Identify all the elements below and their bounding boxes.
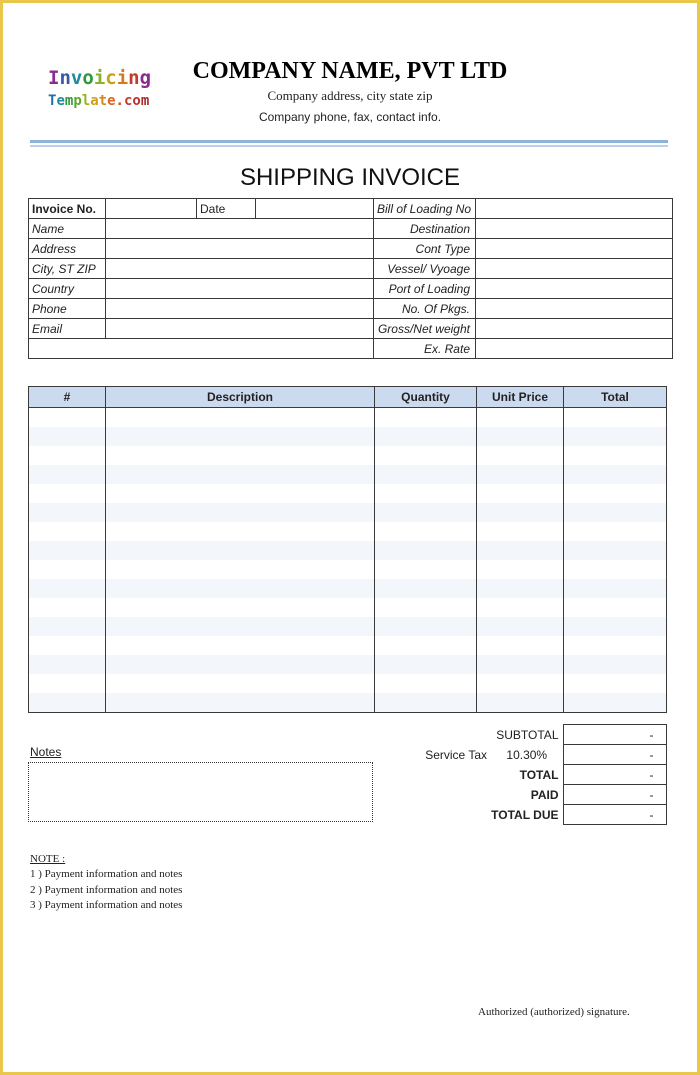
item-quantity-cell[interactable] bbox=[375, 427, 477, 446]
item-quantity-cell[interactable] bbox=[375, 674, 477, 693]
item-total-cell[interactable] bbox=[564, 522, 667, 541]
item-total-cell[interactable] bbox=[564, 408, 667, 428]
item-unit-price-cell[interactable] bbox=[477, 446, 564, 465]
paid-value[interactable]: - bbox=[563, 785, 666, 805]
table-row bbox=[29, 427, 667, 446]
item-description-cell[interactable] bbox=[106, 465, 375, 484]
email-label: Email bbox=[29, 319, 106, 339]
item-description-cell[interactable] bbox=[106, 598, 375, 617]
vessel-voyage-field[interactable] bbox=[476, 259, 673, 279]
logo-letter: c bbox=[123, 93, 133, 109]
notes-label: Notes bbox=[30, 745, 62, 759]
info-row bbox=[29, 259, 673, 279]
city-st-zip-label: City, ST ZIP bbox=[29, 259, 106, 279]
item-number-cell[interactable] bbox=[29, 408, 106, 428]
subtotal-row bbox=[376, 725, 666, 745]
ex-rate-label: Ex. Rate bbox=[374, 339, 476, 359]
item-description-cell[interactable] bbox=[106, 446, 375, 465]
item-total-cell[interactable] bbox=[564, 617, 667, 636]
item-total-cell[interactable] bbox=[564, 655, 667, 674]
item-number-cell[interactable] bbox=[29, 598, 106, 617]
logo-letter: i bbox=[93, 67, 106, 89]
destination-field[interactable] bbox=[476, 219, 673, 239]
item-unit-price-cell[interactable] bbox=[477, 465, 564, 484]
logo-letter: p bbox=[73, 93, 82, 109]
item-description-cell[interactable] bbox=[106, 617, 375, 636]
logo-letter: i bbox=[116, 67, 129, 89]
col-header-description: Description bbox=[106, 387, 375, 408]
logo-letter: c bbox=[105, 67, 117, 89]
item-total-cell[interactable] bbox=[564, 674, 667, 693]
item-total-cell[interactable] bbox=[564, 598, 667, 617]
logo-letter: v bbox=[70, 67, 83, 89]
item-number-cell[interactable] bbox=[29, 636, 106, 655]
item-total-cell[interactable] bbox=[564, 484, 667, 503]
logo-line-2 bbox=[48, 92, 158, 110]
invoice-title: SHIPPING INVOICE bbox=[239, 164, 461, 191]
date-field[interactable] bbox=[256, 199, 374, 219]
logo-letter: m bbox=[64, 93, 74, 109]
item-number-cell[interactable] bbox=[29, 693, 106, 713]
invoice-info-table bbox=[28, 198, 673, 359]
logo-letter: e bbox=[107, 93, 116, 109]
gross-net-weight-field[interactable] bbox=[476, 319, 673, 339]
item-number-cell[interactable] bbox=[29, 579, 106, 598]
logo-letter: l bbox=[81, 93, 91, 109]
item-total-cell[interactable] bbox=[564, 503, 667, 522]
items-body bbox=[29, 408, 667, 713]
service-tax-value: - bbox=[563, 745, 666, 765]
item-description-cell[interactable] bbox=[106, 579, 375, 598]
table-row bbox=[29, 465, 667, 484]
total-due-label: TOTAL DUE bbox=[491, 807, 559, 822]
item-total-cell[interactable] bbox=[564, 465, 667, 484]
paid-row bbox=[376, 785, 666, 805]
item-total-cell[interactable] bbox=[564, 636, 667, 655]
notes-textarea[interactable] bbox=[28, 762, 373, 822]
item-number-cell[interactable] bbox=[29, 522, 106, 541]
address-label: Address bbox=[29, 239, 106, 259]
item-unit-price-cell[interactable] bbox=[477, 560, 564, 579]
total-due-value: - bbox=[563, 805, 666, 825]
item-description-cell[interactable] bbox=[106, 427, 375, 446]
bill-of-loading-label: Bill of Loading No bbox=[374, 199, 476, 219]
logo-letter: n bbox=[59, 67, 71, 89]
company-address: Company address, city state zip bbox=[267, 88, 433, 103]
item-unit-price-cell[interactable] bbox=[477, 503, 564, 522]
item-description-cell[interactable] bbox=[106, 484, 375, 503]
col-header-number: # bbox=[29, 387, 106, 408]
table-row bbox=[29, 617, 667, 636]
item-number-cell[interactable] bbox=[29, 465, 106, 484]
service-tax-label: Service Tax bbox=[425, 747, 487, 762]
gross-net-weight-label: Gross/Net weight bbox=[374, 319, 476, 339]
table-row bbox=[29, 636, 667, 655]
col-header-total: Total bbox=[564, 387, 667, 408]
item-number-cell[interactable] bbox=[29, 560, 106, 579]
total-due-row bbox=[376, 805, 666, 825]
no-of-pkgs-field[interactable] bbox=[476, 299, 673, 319]
table-row bbox=[29, 560, 667, 579]
item-unit-price-cell[interactable] bbox=[477, 579, 564, 598]
totals-table bbox=[376, 724, 667, 825]
country-field[interactable] bbox=[106, 279, 374, 299]
subtotal-value: - bbox=[563, 725, 666, 745]
item-total-cell[interactable] bbox=[564, 541, 667, 560]
bill-of-loading-field[interactable] bbox=[476, 199, 673, 219]
logo-letter: m bbox=[140, 93, 150, 109]
item-unit-price-cell[interactable] bbox=[477, 427, 564, 446]
note-title: NOTE : bbox=[30, 853, 66, 865]
info-row bbox=[29, 199, 673, 219]
total-value: - bbox=[563, 765, 666, 785]
note-item: 1 ) Payment information and notes bbox=[30, 868, 183, 880]
paid-label: PAID bbox=[530, 787, 559, 802]
logo-letter: n bbox=[128, 67, 140, 89]
item-description-cell[interactable] bbox=[106, 408, 375, 428]
note-item: 3 ) Payment information and notes bbox=[30, 899, 183, 911]
table-row bbox=[29, 408, 667, 428]
invoice-no-field[interactable] bbox=[106, 199, 197, 219]
info-row bbox=[29, 339, 673, 359]
service-tax-rate[interactable]: 10.30% bbox=[506, 747, 548, 762]
total-row bbox=[376, 765, 666, 785]
item-number-cell[interactable] bbox=[29, 503, 106, 522]
service-tax-row bbox=[376, 745, 666, 765]
table-row bbox=[29, 693, 667, 713]
logo-letter: I bbox=[48, 67, 60, 89]
item-number-cell[interactable] bbox=[29, 427, 106, 446]
item-quantity-cell[interactable] bbox=[375, 408, 477, 428]
items-header-row bbox=[29, 387, 667, 408]
port-of-loading-label: Port of Loading bbox=[374, 279, 476, 299]
invoicing-template-logo bbox=[48, 66, 158, 110]
logo-letter: o bbox=[132, 93, 141, 109]
phone-field[interactable] bbox=[106, 299, 374, 319]
logo-letter: o bbox=[82, 67, 94, 89]
total-label: TOTAL bbox=[519, 767, 559, 782]
table-row bbox=[29, 674, 667, 693]
item-total-cell[interactable] bbox=[564, 427, 667, 446]
item-number-cell[interactable] bbox=[29, 541, 106, 560]
item-description-cell[interactable] bbox=[106, 541, 375, 560]
item-description-cell[interactable] bbox=[106, 503, 375, 522]
item-quantity-cell[interactable] bbox=[375, 598, 477, 617]
blank-cell bbox=[29, 339, 374, 359]
item-unit-price-cell[interactable] bbox=[477, 408, 564, 428]
item-number-cell[interactable] bbox=[29, 617, 106, 636]
info-row bbox=[29, 299, 673, 319]
item-quantity-cell[interactable] bbox=[375, 541, 477, 560]
phone-label: Phone bbox=[29, 299, 106, 319]
item-total-cell[interactable] bbox=[564, 579, 667, 598]
address-field[interactable] bbox=[106, 239, 374, 259]
table-row bbox=[29, 484, 667, 503]
info-row bbox=[29, 219, 673, 239]
table-row bbox=[29, 503, 667, 522]
table-row bbox=[29, 655, 667, 674]
no-of-pkgs-label: No. Of Pkgs. bbox=[374, 299, 476, 319]
invoice-no-label: Invoice No. bbox=[29, 199, 106, 219]
item-description-cell[interactable] bbox=[106, 636, 375, 655]
logo-letter: . bbox=[115, 93, 124, 109]
item-number-cell[interactable] bbox=[29, 674, 106, 693]
company-name: COMPANY NAME, PVT LTD bbox=[192, 58, 508, 84]
item-number-cell[interactable] bbox=[29, 446, 106, 465]
item-quantity-cell[interactable] bbox=[375, 579, 477, 598]
note-item: 2 ) Payment information and notes bbox=[30, 884, 183, 896]
table-row bbox=[29, 541, 667, 560]
item-unit-price-cell[interactable] bbox=[477, 636, 564, 655]
item-description-cell[interactable] bbox=[106, 522, 375, 541]
header-rule bbox=[30, 140, 668, 143]
item-unit-price-cell[interactable] bbox=[477, 541, 564, 560]
table-row bbox=[29, 446, 667, 465]
item-total-cell[interactable] bbox=[564, 560, 667, 579]
item-description-cell[interactable] bbox=[106, 674, 375, 693]
col-header-quantity: Quantity bbox=[375, 387, 477, 408]
info-row bbox=[29, 279, 673, 299]
item-unit-price-cell[interactable] bbox=[477, 598, 564, 617]
logo-letter: g bbox=[139, 67, 152, 89]
item-description-cell[interactable] bbox=[106, 693, 375, 713]
item-quantity-cell[interactable] bbox=[375, 655, 477, 674]
subtotal-label: SUBTOTAL bbox=[496, 727, 559, 742]
item-unit-price-cell[interactable] bbox=[477, 655, 564, 674]
destination-label: Destination bbox=[374, 219, 476, 239]
item-quantity-cell[interactable] bbox=[375, 693, 477, 713]
item-quantity-cell[interactable] bbox=[375, 617, 477, 636]
line-items-table bbox=[28, 386, 667, 713]
info-row bbox=[29, 319, 673, 339]
item-unit-price-cell[interactable] bbox=[477, 693, 564, 713]
cont-type-field[interactable] bbox=[476, 239, 673, 259]
logo-letter: T bbox=[48, 93, 57, 109]
item-number-cell[interactable] bbox=[29, 484, 106, 503]
city-st-zip-field[interactable] bbox=[106, 259, 374, 279]
table-row bbox=[29, 598, 667, 617]
cont-type-label: Cont Type bbox=[374, 239, 476, 259]
header-rule-secondary bbox=[30, 145, 668, 147]
item-quantity-cell[interactable] bbox=[375, 522, 477, 541]
vessel-voyage-label: Vessel/ Vyoage bbox=[374, 259, 476, 279]
table-row bbox=[29, 579, 667, 598]
item-quantity-cell[interactable] bbox=[375, 446, 477, 465]
item-total-cell[interactable] bbox=[564, 446, 667, 465]
item-quantity-cell[interactable] bbox=[375, 636, 477, 655]
col-header-unit-price: Unit Price bbox=[477, 387, 564, 408]
item-quantity-cell[interactable] bbox=[375, 560, 477, 579]
item-quantity-cell[interactable] bbox=[375, 484, 477, 503]
item-unit-price-cell[interactable] bbox=[477, 522, 564, 541]
name-field[interactable] bbox=[106, 219, 374, 239]
logo-line-1 bbox=[48, 66, 158, 90]
logo-letter: a bbox=[90, 93, 99, 109]
item-description-cell[interactable] bbox=[106, 560, 375, 579]
item-description-cell[interactable] bbox=[106, 655, 375, 674]
logo-letter: e bbox=[56, 93, 65, 109]
email-field[interactable] bbox=[106, 319, 374, 339]
company-contact: Company phone, fax, contact info. bbox=[258, 110, 442, 124]
item-unit-price-cell[interactable] bbox=[477, 674, 564, 693]
name-label: Name bbox=[29, 219, 106, 239]
item-unit-price-cell[interactable] bbox=[477, 617, 564, 636]
item-number-cell[interactable] bbox=[29, 655, 106, 674]
item-total-cell[interactable] bbox=[564, 693, 667, 713]
country-label: Country bbox=[29, 279, 106, 299]
ex-rate-field[interactable] bbox=[476, 339, 673, 359]
authorized-signature: Authorized (authorized) signature. bbox=[478, 1006, 630, 1018]
item-quantity-cell[interactable] bbox=[375, 465, 477, 484]
logo-letter: t bbox=[98, 93, 108, 109]
item-unit-price-cell[interactable] bbox=[477, 484, 564, 503]
info-row bbox=[29, 239, 673, 259]
date-label: Date bbox=[197, 199, 256, 219]
item-quantity-cell[interactable] bbox=[375, 503, 477, 522]
table-row bbox=[29, 522, 667, 541]
port-of-loading-field[interactable] bbox=[476, 279, 673, 299]
